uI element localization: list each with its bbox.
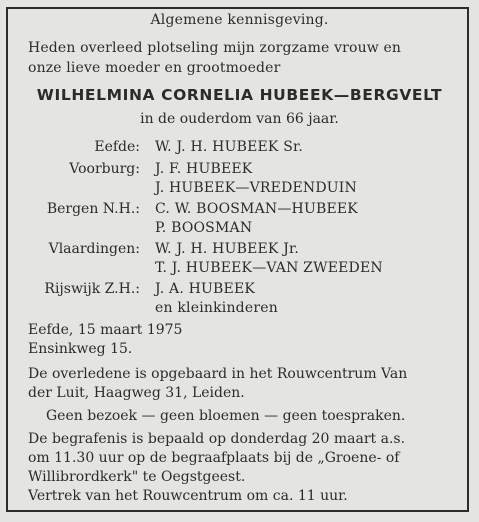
- family-name: T. J. HUBEEK—VAN ZWEEDEN: [155, 260, 383, 276]
- family-place-vlaardingen: Vlaardingen:: [48, 241, 140, 257]
- family-name: J. F. HUBEEK: [155, 161, 253, 177]
- intro-line-1: Heden overleed plotseling mijn zorgzame vrouw en: [28, 40, 402, 56]
- family-place-eefde: Eefde:: [94, 139, 140, 155]
- deceased-name: WILHELMINA CORNELIA HUBEEK—BERGVELT: [36, 86, 443, 104]
- funeral-line-2: om 11.30 uur op de begraafplaats bij de „Groene- of: [28, 450, 400, 466]
- family-place-voorburg: Voorburg:: [69, 161, 140, 177]
- viewing-line-2: der Luit, Haagweg 31, Leiden.: [28, 385, 245, 401]
- intro-line-2: onze lieve moeder en grootmoeder: [28, 60, 281, 76]
- address-line: Ensinkweg 15.: [28, 341, 133, 357]
- funeral-line-1: De begrafenis is bepaald op donderdag 20 maart a.s.: [28, 431, 406, 447]
- age-line: in de ouderdom van 66 jaar.: [140, 111, 339, 127]
- viewing-line-1: De overledene is opgebaard in het Rouwcentrum Van: [28, 366, 408, 382]
- family-name: W. J. H. HUBEEK Sr.: [155, 139, 304, 155]
- family-place-bergen: Bergen N.H.:: [46, 201, 140, 217]
- family-name: P. BOOSMAN: [155, 220, 253, 236]
- notice-heading: Algemene kennisgeving.: [150, 12, 329, 28]
- departure-line: Vertrek van het Rouwcentrum om ca. 11 uur.: [28, 488, 348, 504]
- funeral-line-3: Willibrordkerk" te Oegstgeest.: [28, 469, 246, 485]
- family-name: J. A. HUBEEK: [155, 281, 256, 297]
- family-name: C. W. BOOSMAN—HUBEEK: [155, 201, 358, 217]
- family-name: en kleinkinderen: [155, 300, 278, 316]
- family-name: W. J. H. HUBEEK Jr.: [155, 241, 300, 257]
- date-line: Eefde, 15 maart 1975: [28, 322, 183, 338]
- requests-line: Geen bezoek — geen bloemen — geen toespraken.: [46, 408, 406, 424]
- family-name: J. HUBEEK—VREDENDUIN: [155, 180, 357, 196]
- family-place-rijswijk: Rijswijk Z.H.:: [44, 281, 140, 297]
